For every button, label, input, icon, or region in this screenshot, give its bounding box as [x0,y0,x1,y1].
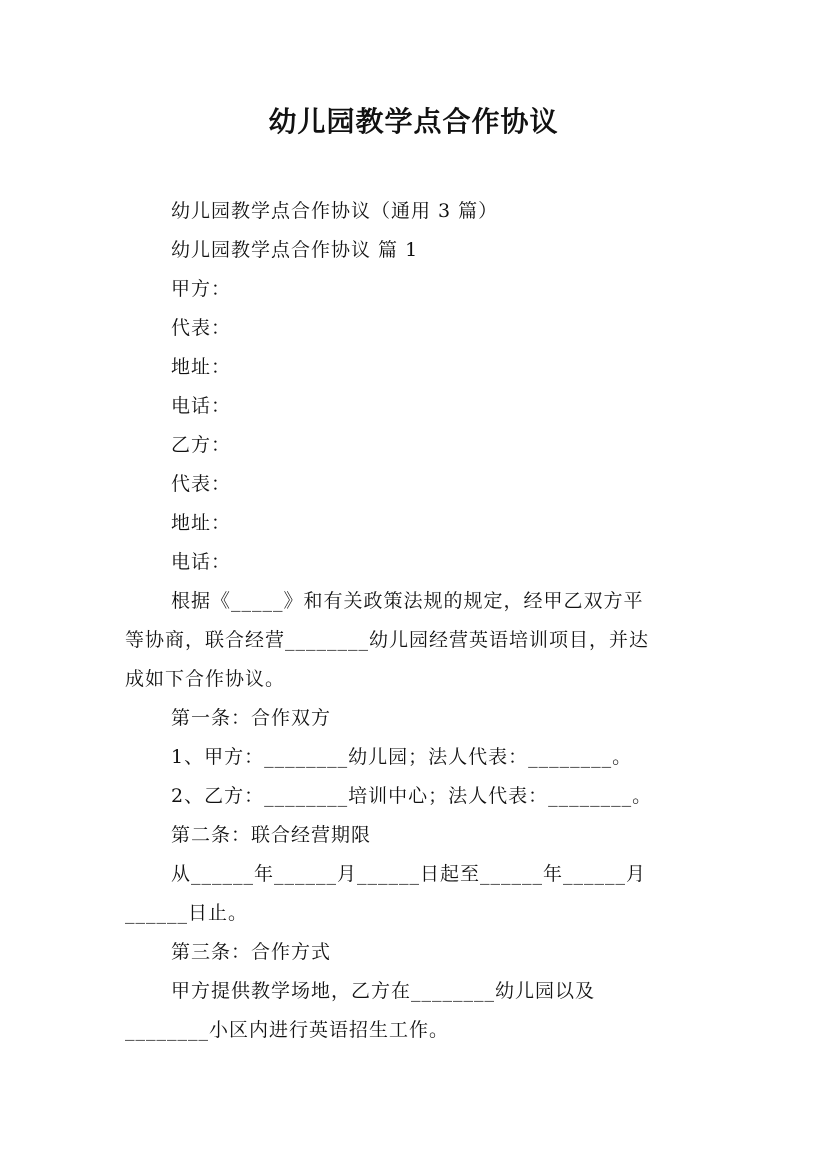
article-2-line-1: 从______年______月______日起至______年______月 [171,863,647,885]
document-body [125,192,705,1050]
article-1-item-2: 2、乙方：________培训中心；法人代表：________。 [171,785,653,807]
article-2-heading: 第二条：联合经营期限 [171,824,372,846]
field-party-a-phone: 电话： [171,395,232,417]
field-party-a: 甲方： [171,278,232,300]
field-party-b-address: 地址： [171,512,232,534]
field-party-b-phone: 电话： [171,551,232,573]
paragraph-preamble-line-2: 等协商，联合经营________幼儿园经营英语培训项目，并达 [125,629,650,651]
document-title: 幼儿园教学点合作协议 [268,105,559,138]
article-1-item-1: 1、甲方：________幼儿园；法人代表：________。 [171,746,633,768]
field-party-a-address: 地址： [171,356,232,378]
paragraph-preamble-line-1: 根据《_____》和有关政策法规的规定，经甲乙双方平 [171,590,644,612]
article-3-line-1: 甲方提供教学场地，乙方在________幼儿园以及 [171,980,596,1002]
field-party-b-representative: 代表： [171,473,232,495]
field-party-a-representative: 代表： [171,317,232,339]
field-party-b: 乙方： [171,434,232,456]
paragraph-preamble-line-3: 成如下合作协议。 [125,668,286,690]
article-1-heading: 第一条：合作双方 [171,707,332,729]
paragraph-section-heading: 幼儿园教学点合作协议 篇 1 [171,239,419,261]
article-2-line-2: ______日止。 [125,902,249,924]
paragraph-subtitle: 幼儿园教学点合作协议（通用 3 篇） [171,200,499,222]
article-3-heading: 第三条：合作方式 [171,941,332,963]
article-3-line-2: ________小区内进行英语招生工作。 [125,1019,450,1041]
